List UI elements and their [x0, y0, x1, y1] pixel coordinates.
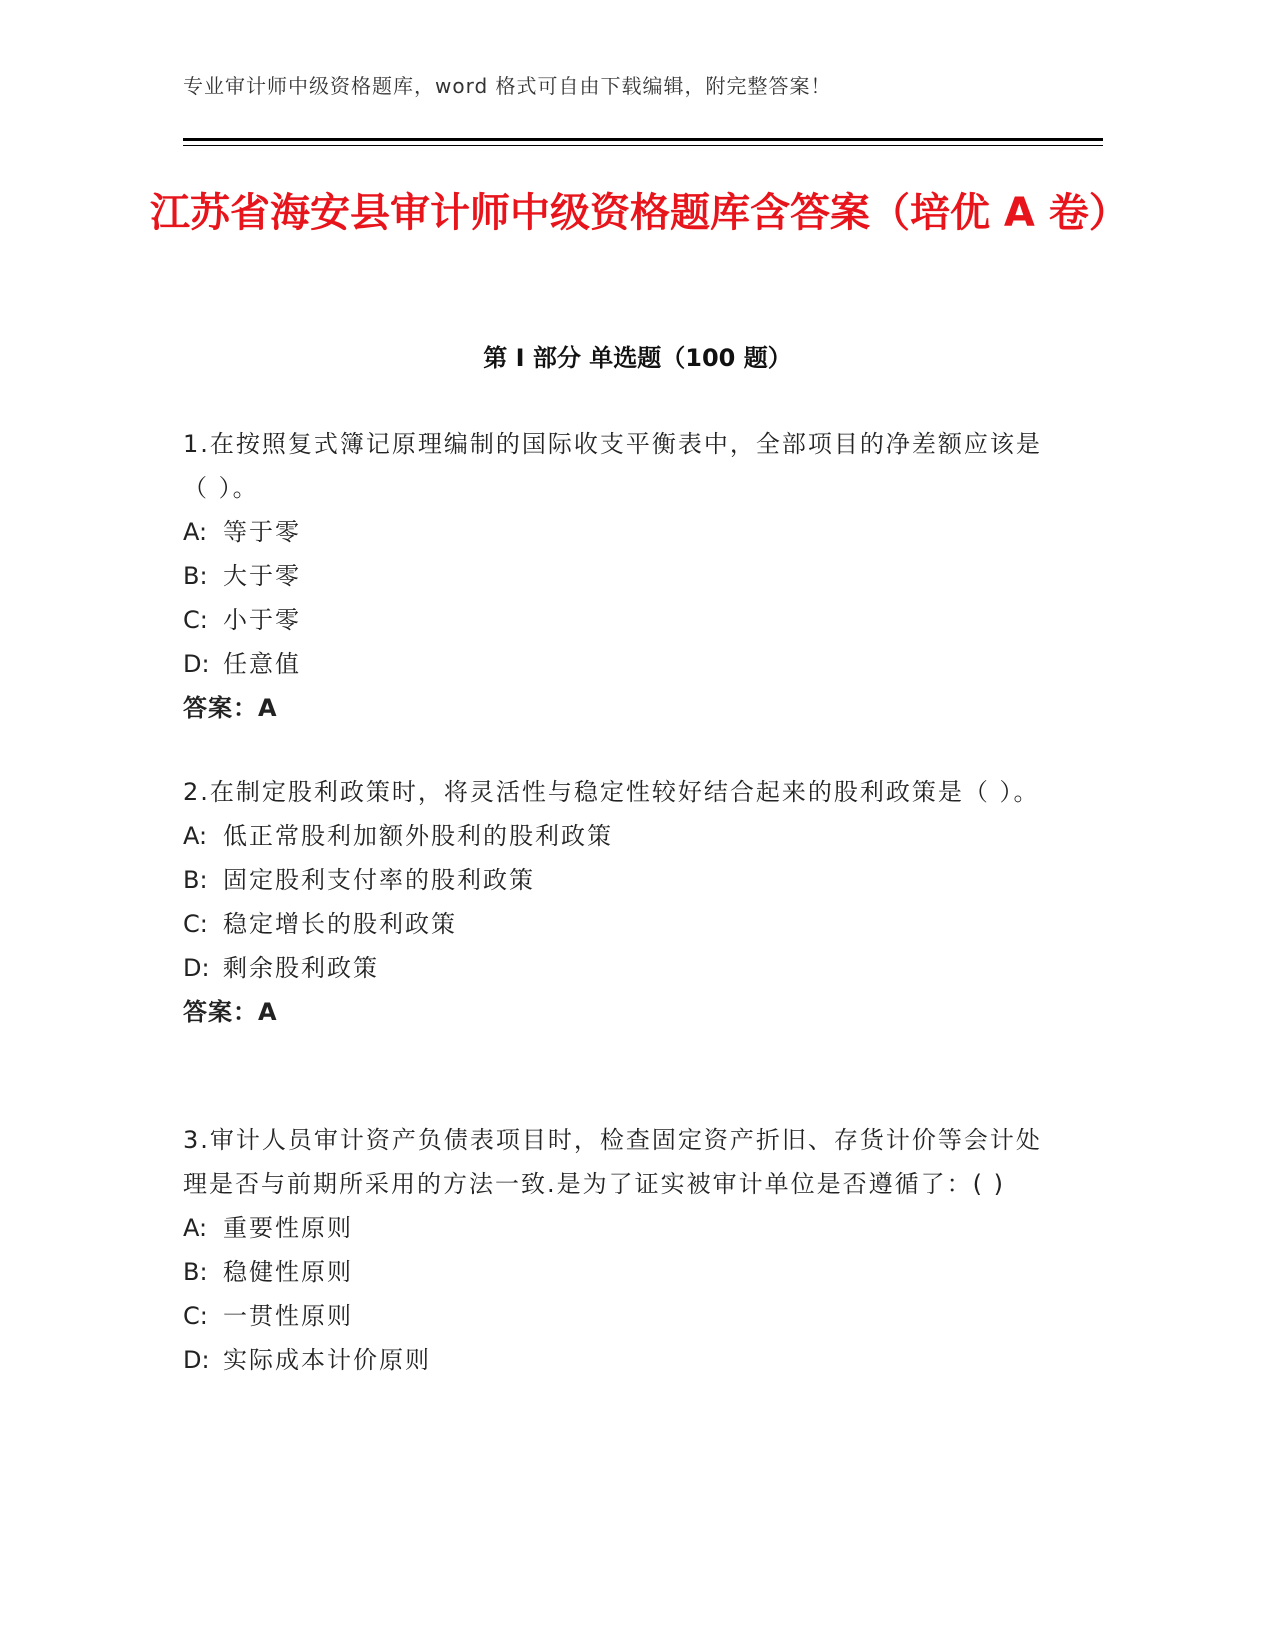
option-label: C:	[183, 910, 208, 938]
option-text: 一贯性原则	[223, 1302, 353, 1330]
question-stem: 2.在制定股利政策时，将灵活性与稳定性较好结合起来的股利政策是（ ）。	[183, 778, 1040, 806]
answer: 答案：A	[183, 694, 278, 722]
option-text: 实际成本计价原则	[223, 1346, 431, 1374]
option-label: C:	[183, 1302, 208, 1330]
option-label: D:	[183, 650, 210, 678]
option-d	[183, 946, 1043, 990]
option-d	[183, 642, 1043, 686]
option-text: 稳定增长的股利政策	[223, 910, 457, 938]
question-stem: 3.审计人员审计资产负债表项目时，检查固定资产折旧、存货计价等会计处理是否与前期所采用的方法一致.是为了证实被审计单位是否遵循了：( )	[183, 1126, 1042, 1198]
option-text: 重要性原则	[223, 1214, 353, 1242]
option-label: B:	[183, 866, 208, 894]
option-c	[183, 902, 1043, 946]
question-1	[183, 422, 1043, 730]
option-label: A:	[183, 822, 208, 850]
option-c	[183, 598, 1043, 642]
option-label: C:	[183, 606, 208, 634]
option-b	[183, 1250, 1043, 1294]
option-label: D:	[183, 954, 210, 982]
option-text: 剩余股利政策	[223, 954, 379, 982]
option-b	[183, 858, 1043, 902]
option-label: D:	[183, 1346, 210, 1374]
question-2	[183, 770, 1043, 1034]
option-text: 等于零	[223, 518, 301, 546]
option-label: A:	[183, 1214, 208, 1242]
header-rule-thick	[183, 138, 1103, 141]
header-note: 专业审计师中级资格题库，word 格式可自由下载编辑，附完整答案！	[183, 74, 832, 98]
option-label: A:	[183, 518, 208, 546]
option-b	[183, 554, 1043, 598]
answer: 答案：A	[183, 998, 278, 1026]
question-3	[183, 1118, 1043, 1382]
header-rule-thin	[183, 145, 1103, 146]
option-text: 小于零	[223, 606, 301, 634]
option-a	[183, 1206, 1043, 1250]
option-a	[183, 510, 1043, 554]
option-label: B:	[183, 1258, 208, 1286]
option-d	[183, 1338, 1043, 1382]
option-text: 稳健性原则	[223, 1258, 353, 1286]
option-c	[183, 1294, 1043, 1338]
option-text: 低正常股利加额外股利的股利政策	[223, 822, 613, 850]
option-text: 大于零	[223, 562, 301, 590]
option-a	[183, 814, 1043, 858]
question-stem: 1.在按照复式簿记原理编制的国际收支平衡表中，全部项目的净差额应该是（ ）。	[183, 430, 1042, 502]
option-text: 任意值	[223, 650, 301, 678]
section-title: 第 I 部分 单选题（100 题）	[483, 344, 792, 372]
document-title: 江苏省海安县审计师中级资格题库含答案（培优 A 卷）	[150, 190, 1129, 236]
option-label: B:	[183, 562, 208, 590]
option-text: 固定股利支付率的股利政策	[223, 866, 535, 894]
